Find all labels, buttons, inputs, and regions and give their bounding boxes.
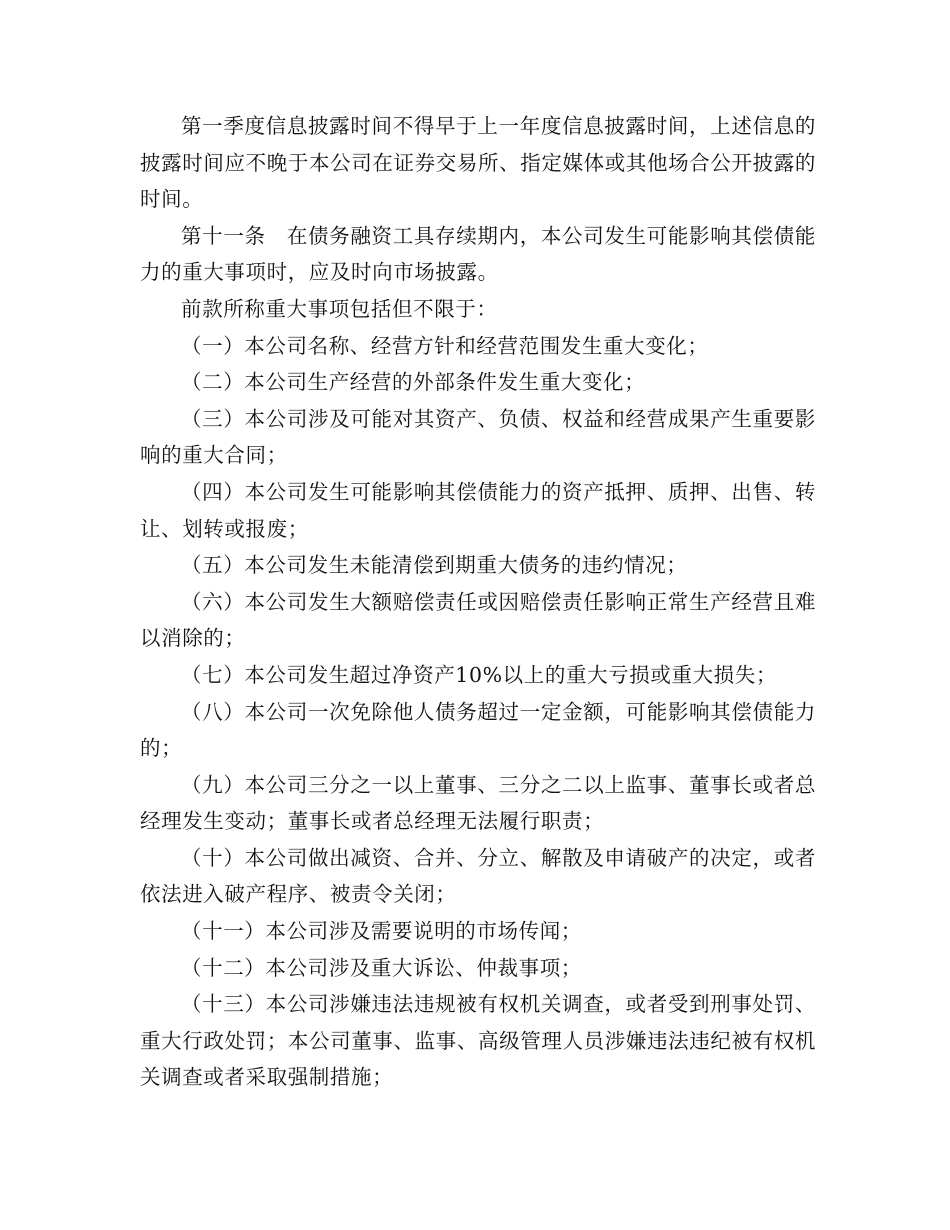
list-item-2: （二）本公司生产经营的外部条件发生重大变化； <box>181 370 646 395</box>
list-item-1: （一）本公司名称、经营方针和经营范围发生重大变化； <box>181 333 709 358</box>
list-item-8: （八）本公司一次免除他人债务超过一定金额，可能影响其偿债能力的； <box>140 699 816 761</box>
list-item-3: （三）本公司涉及可能对其资产、负债、权益和经营成果产生重要影响的重大合同； <box>140 406 816 468</box>
list-item-11: （十一）本公司涉及需要说明的市场传闻； <box>181 919 582 944</box>
paragraph-article-11: 第十一条 在债务融资工具存续期内，本公司发生可能影响其偿债能力的重大事项时，应及时向市场披露。 <box>140 223 816 285</box>
list-item-7: （七）本公司发生超过净资产10%以上的重大亏损或重大损失； <box>181 662 777 687</box>
list-item-4: （四）本公司发生可能影响其偿债能力的资产抵押、质押、出售、转让、划转或报废； <box>140 479 816 541</box>
list-item-12: （十二）本公司涉及重大诉讼、仲裁事项； <box>181 955 582 980</box>
list-item-6: （六）本公司发生大额赔偿责任或因赔偿责任影响正常生产经营且难以消除的； <box>140 589 816 651</box>
paragraph-major-events-intro: 前款所称重大事项包括但不限于： <box>181 296 498 321</box>
list-item-9: （九）本公司三分之一以上董事、三分之二以上监事、董事长或者总经理发生变动；董事长或者总经理无法履行职责； <box>140 772 816 834</box>
list-item-5: （五）本公司发生未能清偿到期重大债务的违约情况； <box>181 553 688 578</box>
list-item-13: （十三）本公司涉嫌违法违规被有权机关调查，或者受到刑事处罚、重大行政处罚；本公司董事、监事、高级管理人员涉嫌违法违纪被有权机关调查或者采取强制措施； <box>140 992 816 1090</box>
document-body <box>140 108 816 1096</box>
paragraph-disclosure-timing: 第一季度信息披露时间不得早于上一年度信息披露时间，上述信息的披露时间应不晚于本公司在证券交易所、指定媒体或其他场合公开披露的时间。 <box>140 114 816 212</box>
list-item-10: （十）本公司做出减资、合并、分立、解散及申请破产的决定，或者依法进入破产程序、被责令关闭； <box>140 845 816 907</box>
